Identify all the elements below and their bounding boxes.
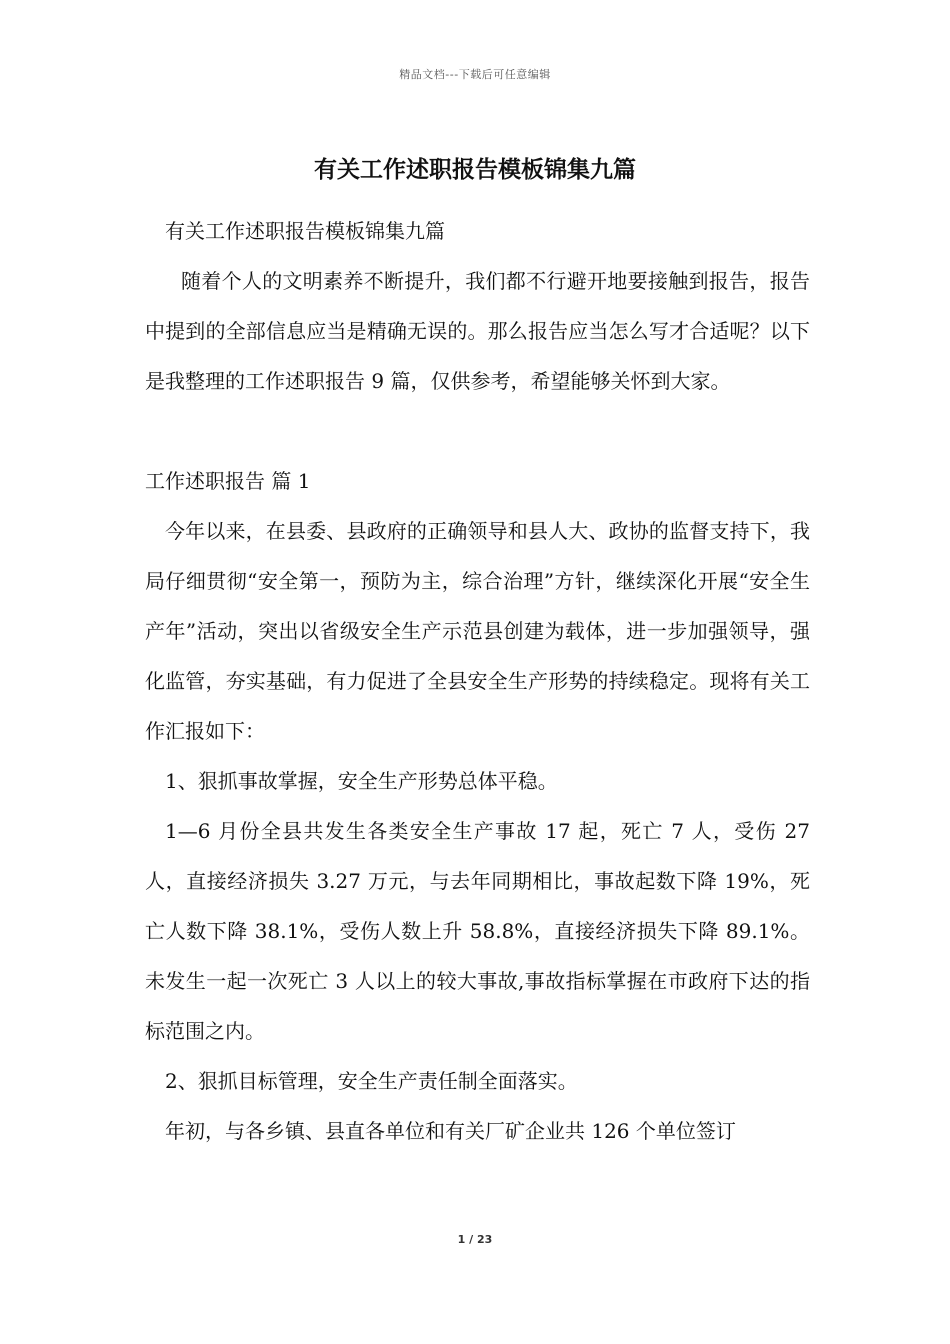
- body-paragraph-2: 1—6 月份全县共发生各类安全生产事故 17 起，死亡 7 人，受伤 27 人，直接经济损失 3.27 万元，与去年同期相比，事故起数下降 19%，死亡人数下降 38.1%，受伤人数上升 58.8%，直接经济损失下降 89.1%。未发生一起一次死亡 3 人以上的较大事故,事故指标掌握在市政府下达的指标范围之内。: [145, 819, 810, 1043]
- document-title: 有关工作述职报告模板锦集九篇: [314, 157, 636, 183]
- paragraph-spacer: [145, 406, 810, 456]
- body-paragraph-3: 年初，与各乡镇、县直各单位和有关厂矿企业共 126 个单位签订: [165, 1119, 736, 1143]
- list-item-2: 2、狠抓目标管理，安全生产责任制全面落实。: [165, 1069, 578, 1093]
- page-header: 精品文档---下载后可任意编辑: [399, 68, 551, 81]
- list-item-1: 1、狠抓事故掌握，安全生产形势总体平稳。: [165, 769, 558, 793]
- page-number: 1 / 23: [457, 1233, 493, 1246]
- body-paragraph-1: 今年以来，在县委、县政府的正确领导和县人大、政协的监督支持下，我局仔细贯彻“安全第一，预防为主，综合治理”方针，继续深化开展“安全生产年”活动，突出以省级安全生产示范县创建为载体，进一步加强领导，强化监管，夯实基础，有力促进了全县安全生产形势的持续稳定。现将有关工作汇报如下：: [145, 519, 810, 743]
- intro-paragraph: 随着个人的文明素养不断提升，我们都不行避开地要接触到报告，报告中提到的全部信息应当是精确无误的。那么报告应当怎么写才合适呢？以下是我整理的工作述职报告 9 篇，仅供参考，希望能够关怀到大家。: [145, 269, 810, 393]
- document-subtitle: 有关工作述职报告模板锦集九篇: [165, 219, 445, 243]
- section-heading: 工作述职报告 篇 1: [145, 469, 311, 493]
- document-body: [145, 206, 810, 1156]
